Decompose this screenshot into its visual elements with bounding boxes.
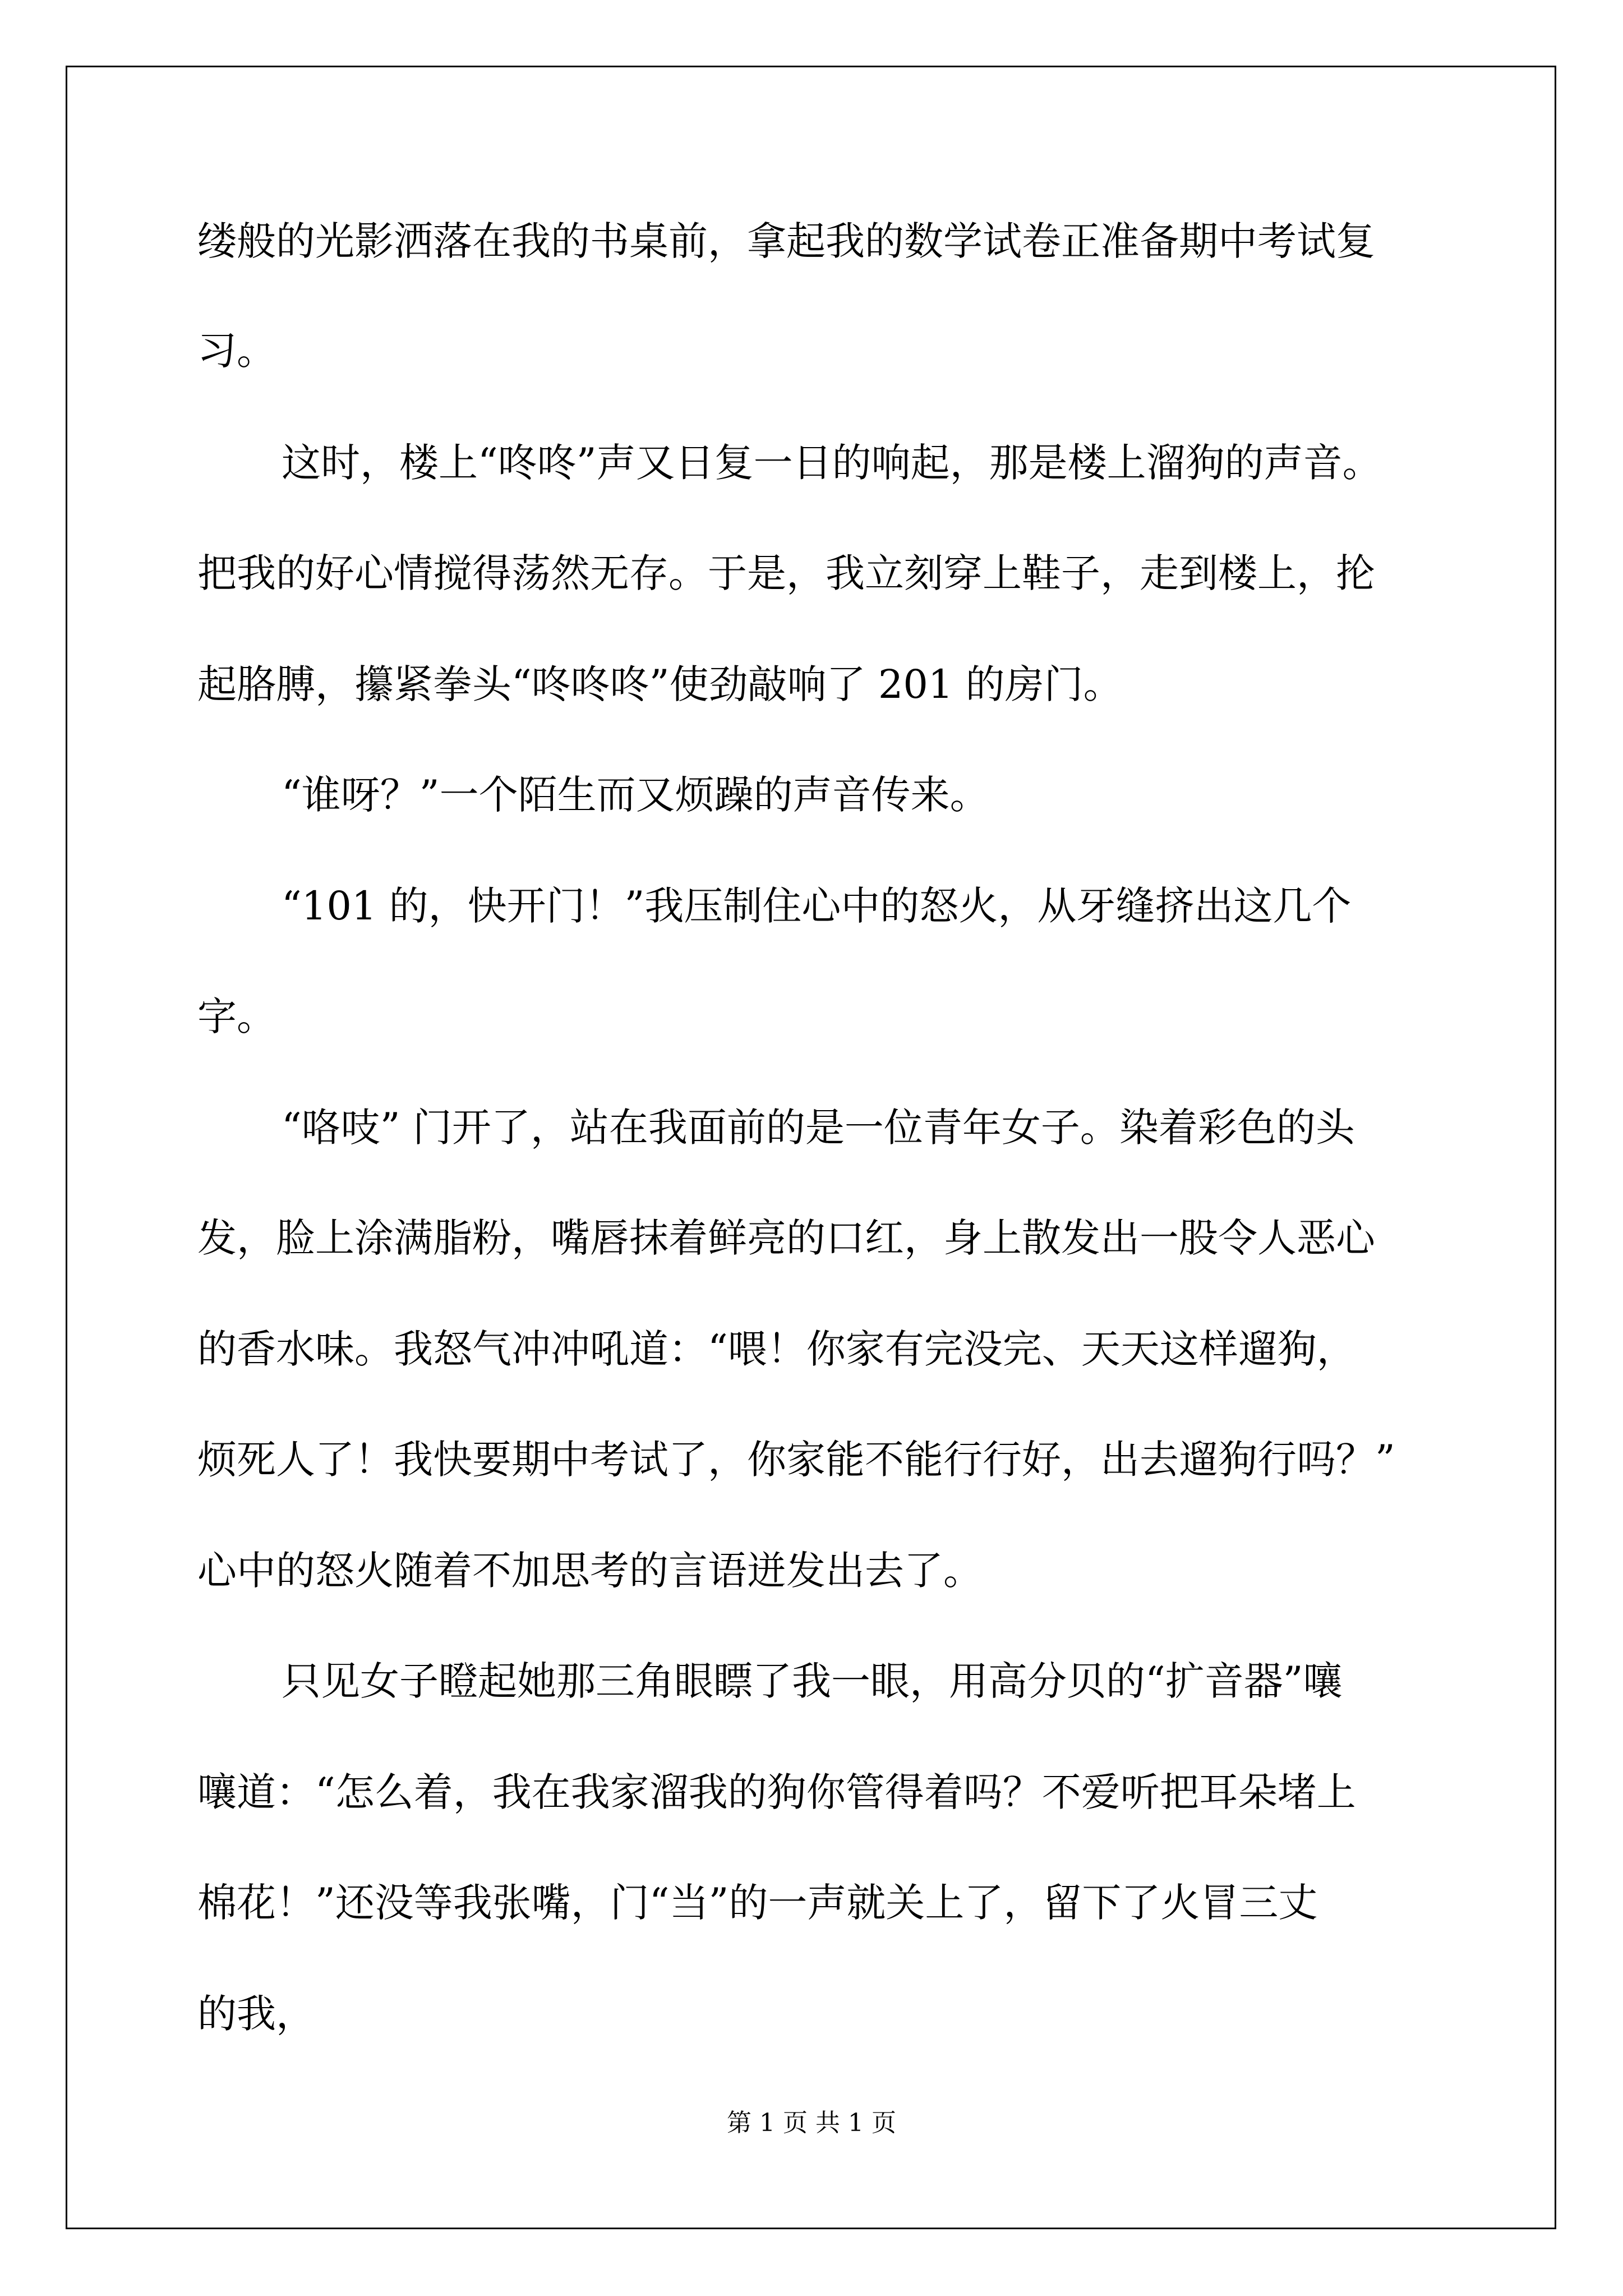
text-line: 习。 xyxy=(197,328,276,374)
text-line: 烦死人了！我快要期中考试了，你家能不能行行好，出去遛狗行吗？” xyxy=(197,1437,1395,1483)
text-line: 只见女子瞪起她那三角眼瞟了我一眼，用高分贝的“扩音器”嚷 xyxy=(282,1658,1343,1704)
page-footer: 第 1 页 共 1 页 xyxy=(727,2109,896,2137)
text-line: 发，脸上涂满脂粉，嘴唇抹着鲜亮的口红，身上散发出一股令人恶心 xyxy=(197,1215,1375,1261)
text-line: “101 的，快开门！”我压制住心中的怒火，从牙缝挤出这几个 xyxy=(282,883,1352,929)
text-line: 的香水味。我怒气冲冲吼道：“喂！你家有完没完、天天这样遛狗， xyxy=(197,1326,1356,1372)
text-line: “咯吱” 门开了，站在我面前的是一位青年女子。染着彩色的头 xyxy=(282,1105,1355,1151)
text-line: 缕般的光影洒落在我的书桌前，拿起我的数学试卷正准备期中考试复 xyxy=(197,218,1375,264)
text-line: 的我， xyxy=(197,1991,315,2037)
text-line: 嚷道：“怎么着，我在我家溜我的狗你管得着吗？不爱听把耳朵堵上 xyxy=(197,1769,1356,1815)
text-line: 字。 xyxy=(197,993,276,1039)
text-line: 棉花！”还没等我张嘴，门“当”的一声就关上了，留下了火冒三丈 xyxy=(197,1880,1318,1926)
text-line: 这时，楼上“咚咚”声又日复一日的响起，那是楼上溜狗的声音。 xyxy=(282,440,1382,486)
text-line: 起胳膊，攥紧拳头“咚咚咚”使劲敲响了 201 的房门。 xyxy=(197,661,1123,707)
text-line: 心中的怒火随着不加思考的言语迸发出去了。 xyxy=(197,1548,983,1594)
text-line: “谁呀？”一个陌生而又烦躁的声音传来。 xyxy=(282,772,989,818)
text-line: 把我的好心情搅得荡然无存。于是，我立刻穿上鞋子，走到楼上，抡 xyxy=(197,550,1375,596)
